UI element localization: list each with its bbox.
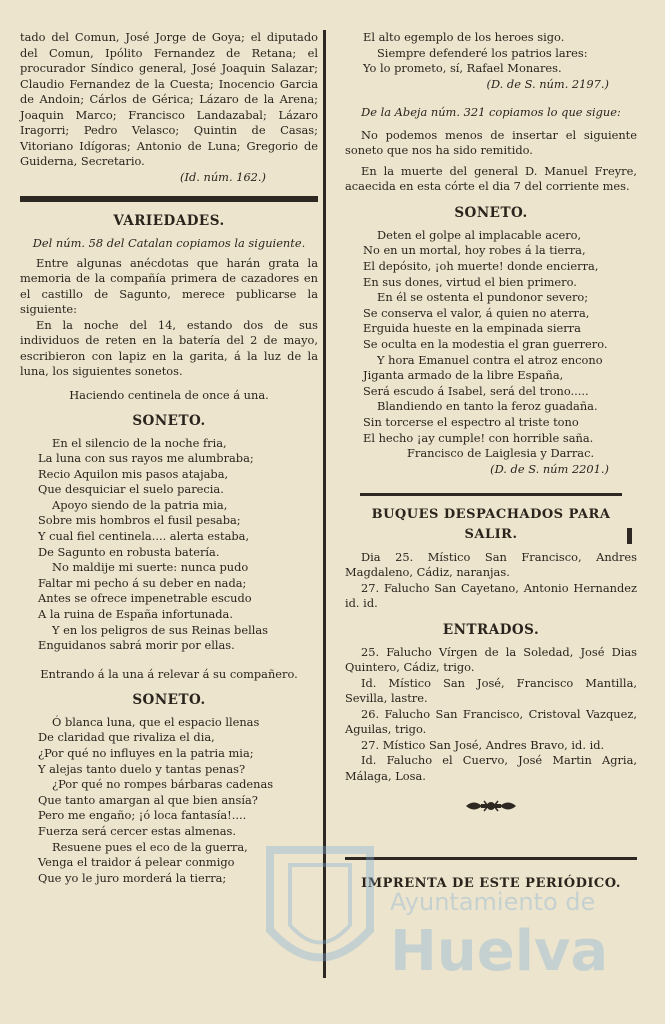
poem-line: Que yo le juro morderá la tierra; bbox=[38, 870, 227, 885]
entrado-entry: 26. Falucho San Francisco, Cristoval Vazquez, Aguilas, trigo. bbox=[345, 706, 637, 737]
left-column bbox=[20, 30, 318, 886]
soneto-3-citation: (D. de S. núm 2201.) bbox=[490, 461, 609, 476]
poem-line: Sin torcerse el espectro al triste tono bbox=[363, 414, 579, 429]
section-divider bbox=[360, 493, 622, 496]
catalan-source-note: Del núm. 58 del Catalan copiamos la siguiente. bbox=[32, 235, 306, 250]
buques-heading: BUQUES DESPACHADOS PARA SALIR. bbox=[371, 506, 611, 542]
variedades-heading: VARIEDADES. bbox=[113, 212, 225, 229]
poem-line: Apoyo siendo de la patria mia, bbox=[52, 497, 228, 512]
entrado-entry: Id. Místico San José, Francisco Mantilla, Sevilla, lastre. bbox=[345, 675, 637, 706]
ornament-fleuron-icon bbox=[345, 798, 637, 817]
margin-mark bbox=[627, 528, 632, 544]
poem-line: Enguidanos sabrá morir por ellas. bbox=[38, 638, 235, 653]
right-column bbox=[345, 30, 637, 894]
poem-line: Venga el traidor á pelear conmigo bbox=[38, 855, 235, 870]
soneto-1-title: SONETO. bbox=[132, 412, 206, 429]
poem-line: La luna con sus rayos me alumbraba; bbox=[38, 451, 254, 466]
entrando-caption: Entrando á la una á relevar á su compañero. bbox=[40, 666, 298, 681]
poem-line: En el silencio de la noche fria, bbox=[52, 435, 227, 450]
poem-line: Siempre defenderé los patrios lares: bbox=[377, 45, 588, 60]
poem-line: Y en los peligros de sus Reinas bellas bbox=[52, 622, 268, 637]
footer-rule bbox=[345, 857, 637, 860]
soneto-1 bbox=[20, 436, 318, 654]
watermark-text-1: Ayuntamiento de bbox=[390, 888, 596, 916]
council-members-paragraph: tado del Comun, José Jorge de Goya; el diputado del Comun, Ipólito Fernandez de Retana; el procurador Síndico general, José Joaquin Salazar; Claudio Fernandez de la Cuesta; Inocencio Garcia de Andoin; Cárlos de Gérica; Lázaro de la Arena; Joaquin Marco; Francisco Landazabal; Lázaro Iragorri; Pedro Velasco; Quintin de Casas; Vitoriano Idígoras; Antonio de Luna; Gregorio de Guiderna, Secretario. bbox=[20, 30, 318, 168]
anecdote-paragraph: Entre algunas anécdotas que harán grata la memoria de la compañía primera de cazadores en el castillo de Sagunto, merece publicarse la siguiente: bbox=[20, 255, 318, 316]
poem-line: Faltar mi pecho á su deber en nada; bbox=[38, 575, 247, 590]
poem-line: Fuerza será cercer estas almenas. bbox=[38, 823, 237, 838]
poem-line: ¿Por qué no rompes bárbaras cadenas bbox=[52, 777, 274, 792]
poem-line: Yo lo prometo, sí, Rafael Monares. bbox=[363, 61, 562, 76]
poem-line: Se conserva el valor, á quien no aterra, bbox=[363, 305, 590, 320]
poem-line: Antes se ofrece impenetrable escudo bbox=[38, 591, 252, 606]
poem-line: En él se ostenta el pundonor severo; bbox=[377, 290, 589, 305]
remitido-paragraph: No podemos menos de insertar el siguiente soneto que nos ha sido remitido. bbox=[345, 127, 637, 158]
freyre-paragraph: En la muerte del general D. Manuel Freyre, acaecida en esta córte el dia 7 del corriente mes. bbox=[345, 163, 637, 194]
poem-line: El alto egemplo de los heroes sigo. bbox=[363, 30, 565, 44]
poem-line: Recio Aquilon mis pasos atajaba, bbox=[38, 466, 229, 481]
poem-line: Resuene pues el eco de la guerra, bbox=[52, 839, 248, 854]
soneto-3 bbox=[345, 228, 637, 462]
entrados-heading: ENTRADOS. bbox=[442, 621, 540, 638]
soneto-2-end bbox=[345, 30, 637, 77]
poem-line: No en un mortal, hoy robes á la tierra, bbox=[363, 243, 586, 258]
poem-line: No maldije mi suerte: nunca pudo bbox=[52, 560, 249, 575]
centinela-caption: Haciendo centinela de once á una. bbox=[69, 387, 269, 402]
imprenta-footer: IMPRENTA DE ESTE PERIÓDICO. bbox=[361, 876, 621, 892]
poem-line: Blandiendo en tanto la feroz guadaña. bbox=[377, 399, 598, 414]
poem-line: Sobre mis hombros el fusil pesaba; bbox=[38, 513, 241, 528]
buque-entry: Dia 25. Místico San Francisco, Andres Magdaleno, Cádiz, naranjas. bbox=[345, 549, 637, 580]
soneto-2-citation: (D. de S. núm. 2197.) bbox=[486, 76, 609, 91]
buque-entry: 27. Falucho San Cayetano, Antonio Hernandez id. id. bbox=[345, 580, 637, 611]
column-divider bbox=[323, 30, 326, 978]
soneto-3-title: SONETO. bbox=[454, 204, 528, 221]
poem-line: Ó blanca luna, que el espacio llenas bbox=[52, 714, 260, 729]
poem-line: De Sagunto en robusta batería. bbox=[38, 544, 220, 559]
poem-line: El depósito, ¡oh muerte! donde encierra, bbox=[363, 258, 599, 273]
poem-line: Será escudo á Isabel, será del trono..... bbox=[363, 383, 589, 398]
poem-line: Y hora Emanuel contra el atroz encono bbox=[377, 352, 603, 367]
poem-line: Se oculta en la modestia el gran guerrero. bbox=[363, 336, 608, 351]
poem-author: Francisco de Laiglesia y Darrac. bbox=[407, 446, 595, 461]
poem-line: El hecho ¡ay cumple! con horrible saña. bbox=[363, 430, 594, 445]
poem-line: Que tanto amargan al que bien ansía? bbox=[38, 792, 258, 807]
abeja-source-note: De la Abeja núm. 321 copiamos lo que sigue: bbox=[361, 104, 621, 119]
poem-line: Jiganta armado de la libre España, bbox=[363, 368, 564, 383]
intro-citation: (Id. núm. 162.) bbox=[180, 169, 266, 184]
soneto-2-start bbox=[20, 715, 318, 887]
poem-line: Que desquiciar el suelo parecia. bbox=[38, 482, 224, 497]
watermark-text-2: Huelva bbox=[390, 919, 609, 984]
poem-line: ¿Por qué no influyes en la patria mia; bbox=[38, 746, 254, 760]
poem-line: Y alejas tanto duelo y tantas penas? bbox=[38, 761, 246, 776]
entrado-entry: 25. Falucho Vírgen de la Soledad, José Dias Quintero, Cádiz, trigo. bbox=[345, 644, 637, 675]
poem-line: Y cual fiel centinela.... alerta estaba, bbox=[38, 529, 250, 544]
sentinels-paragraph: En la noche del 14, estando dos de sus individuos de reten en la batería del 2 de mayo, escribieron con lapiz en la garita, á la luz de la luna, los siguientes sonetos. bbox=[20, 317, 318, 378]
poem-line: Pero me engaño; ¡ó loca fantasía!.... bbox=[38, 808, 247, 823]
entrado-entry: Id. Falucho el Cuervo, José Martin Agria, Málaga, Losa. bbox=[345, 753, 637, 783]
section-divider bbox=[20, 196, 318, 202]
poem-line: Deten el golpe al implacable acero, bbox=[377, 227, 582, 242]
poem-line: De claridad que rivaliza el dia, bbox=[38, 730, 215, 745]
soneto-2-title: SONETO. bbox=[132, 691, 206, 708]
entrado-entry: 27. Místico San José, Andres Bravo, id. id. bbox=[361, 737, 605, 752]
poem-line: En sus dones, virtud el bien primero. bbox=[363, 274, 577, 289]
poem-line: Erguida hueste en la empinada sierra bbox=[363, 321, 581, 336]
poem-line: A la ruina de España infortunada. bbox=[38, 607, 233, 622]
